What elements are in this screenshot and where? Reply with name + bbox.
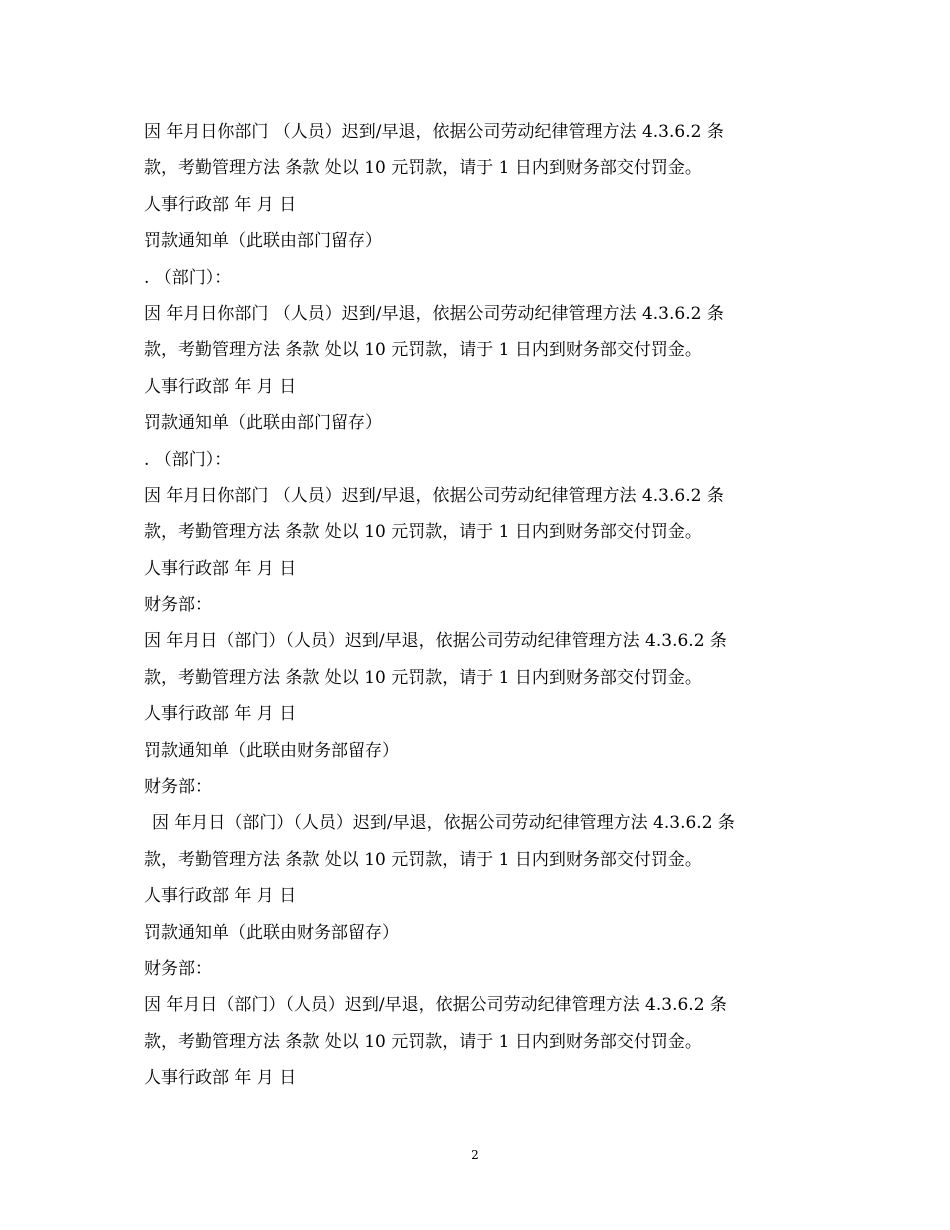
paragraph-line: 款，考勤管理方法 条款 处以 10 元罚款，请于 1 日内到财务部交付罚金。 [144,849,702,870]
section-title: 罚款通知单（此联由部门留存） [144,231,382,252]
paragraph-line: 款，考勤管理方法 条款 处以 10 元罚款，请于 1 日内到财务部交付罚金。 [144,522,702,543]
section-title: 罚款通知单（此联由部门留存） [144,413,382,434]
section-title: 罚款通知单（此联由财务部留存） [144,922,399,943]
paragraph-line: 因 年月日你部门 （人员）迟到/早退，依据公司劳动纪律管理方法 4.3.6.2 条 [144,122,724,142]
signature-line: 人事行政部 年 月 日 [144,376,297,397]
addressee-line: . （部门）： [144,267,232,288]
paragraph-line: 因 年月日你部门 （人员）迟到/早退，依据公司劳动纪律管理方法 4.3.6.2 条 [144,485,724,506]
paragraph-line: 因 年月日（部门）（人员）迟到/早退，依据公司劳动纪律管理方法 4.3.6.2 条 [144,995,727,1016]
signature-line: 人事行政部 年 月 日 [144,886,297,907]
signature-line: 人事行政部 年 月 日 [144,1068,297,1089]
page-number: 2 [471,1148,479,1162]
addressee-line: 财务部： [144,777,212,798]
paragraph-line: 款，考勤管理方法 条款 处以 10 元罚款，请于 1 日内到财务部交付罚金。 [144,340,702,361]
document-body [144,114,814,1097]
paragraph-line: 因 年月日（部门）（人员）迟到/早退，依据公司劳动纪律管理方法 4.3.6.2 条 [152,813,735,834]
paragraph-line: 因 年月日（部门）（人员）迟到/早退，依据公司劳动纪律管理方法 4.3.6.2 条 [144,631,727,652]
addressee-line: . （部门）： [144,449,232,470]
signature-line: 人事行政部 年 月 日 [144,194,297,215]
paragraph-line: 款，考勤管理方法 条款 处以 10 元罚款，请于 1 日内到财务部交付罚金。 [144,667,702,688]
signature-line: 人事行政部 年 月 日 [144,704,297,725]
paragraph-line: 因 年月日你部门 （人员）迟到/早退，依据公司劳动纪律管理方法 4.3.6.2 条 [144,303,724,324]
addressee-line: 财务部： [144,958,212,979]
signature-line: 人事行政部 年 月 日 [144,558,297,579]
paragraph-line: 款，考勤管理方法 条款 处以 10 元罚款，请于 1 日内到财务部交付罚金。 [144,1031,702,1052]
paragraph-line: 款，考勤管理方法 条款 处以 10 元罚款，请于 1 日内到财务部交付罚金。 [144,158,702,179]
section-title: 罚款通知单（此联由财务部留存） [144,740,399,761]
addressee-line: 财务部： [144,595,212,616]
